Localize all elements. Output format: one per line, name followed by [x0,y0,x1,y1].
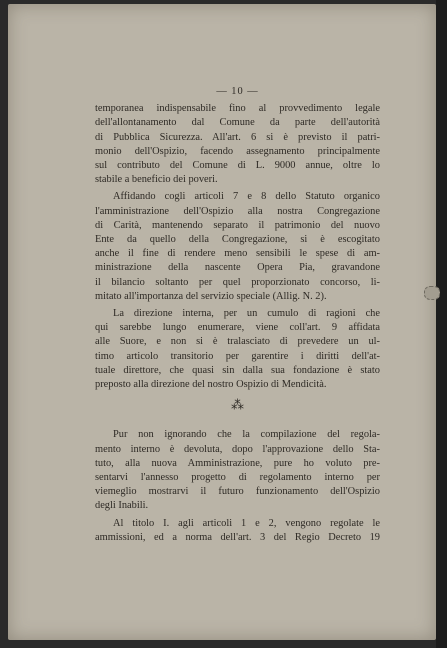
text-line: alle Suore, e non si è tralasciato di prevedere un ul- [95,336,380,348]
text-line: mitato all'importanza del servizio speciale (Allig. N. 2). [95,290,327,302]
text-line: il bilancio soltanto per quel proporzionato concorso, li- [95,276,380,288]
text-line: mento interno è devoluta, dopo l'approvazione dello Sta- [95,443,380,455]
paragraph [95,190,380,304]
page-edge-shadow [436,0,447,648]
text-line: viemeglio mostrarvi il futuro funzionamento dell'Ospizio [95,486,380,498]
text-line: degli Inabili. [95,500,149,512]
text-line: ministrazione della nascente Opera Pia, gravandone [95,262,380,274]
text-line: La direzione interna, per un cumulo di ragioni che [113,308,380,320]
text-line: stabile a beneficio dei poveri. [95,174,218,186]
text-line: Al titolo I. agli articoli 1 e 2, vengono regolate le [113,517,380,529]
text-line: dell'allontanamento dal Comune da parte dell'autorità [95,117,380,129]
text-line: qui sarebbe lungo enumerare, viene coll'art. 9 affidata [95,322,380,334]
text-line: preposto alla direzione del nostro Ospizio di Mendicità. [95,379,327,391]
text-line: timo articolo transitorio per garentire i diritti dell'at- [95,350,380,362]
paragraph [95,517,380,545]
page-number: — 10 — [216,86,259,97]
text-line: ammissioni, ed a norma dell'art. 3 del Regio Decreto 19 [95,531,380,543]
page-text [95,85,380,545]
text-line: tuto, alla nuova Amministrazione, pure ho voluto pre- [95,457,380,469]
text-line: Pur non ignorando che la compilazione del regola- [113,429,380,441]
text-line: monio dell'Ospizio, facendo assegnamento principalmente [95,145,380,157]
section-separator: ⁂ [231,397,244,413]
paragraph [95,102,380,187]
paragraph [95,307,380,392]
text-line: Affidando cogli articoli 7 e 8 dello Statuto organico [113,191,380,203]
paper-tear-mark [424,286,440,300]
text-line: di Carità, mantenendo separato il patrimonio del nuovo [95,219,380,231]
text-line: anche il fine di rendere meno sensibili le spese di am- [95,248,380,260]
text-line: di Pubblica Sicurezza. All'art. 6 si è previsto il patri- [95,131,380,143]
text-line: temporanea indispensabile fino al provvedimento legale [95,103,380,115]
paragraph [95,428,380,513]
text-line: tuale direttore, che quasi sin dalla sua fondazione è stato [95,364,380,376]
text-line: sentarvi l'annesso progetto di regolamento interno per [95,472,380,484]
text-line: Ente da quello della Congregazione, si è escogitato [95,234,380,246]
text-line: sul contributo del Comune di L. 9000 annue, oltre lo [95,160,380,172]
text-line: l'amministrazione dell'Ospizio alla nostra Congregazione [95,205,380,217]
